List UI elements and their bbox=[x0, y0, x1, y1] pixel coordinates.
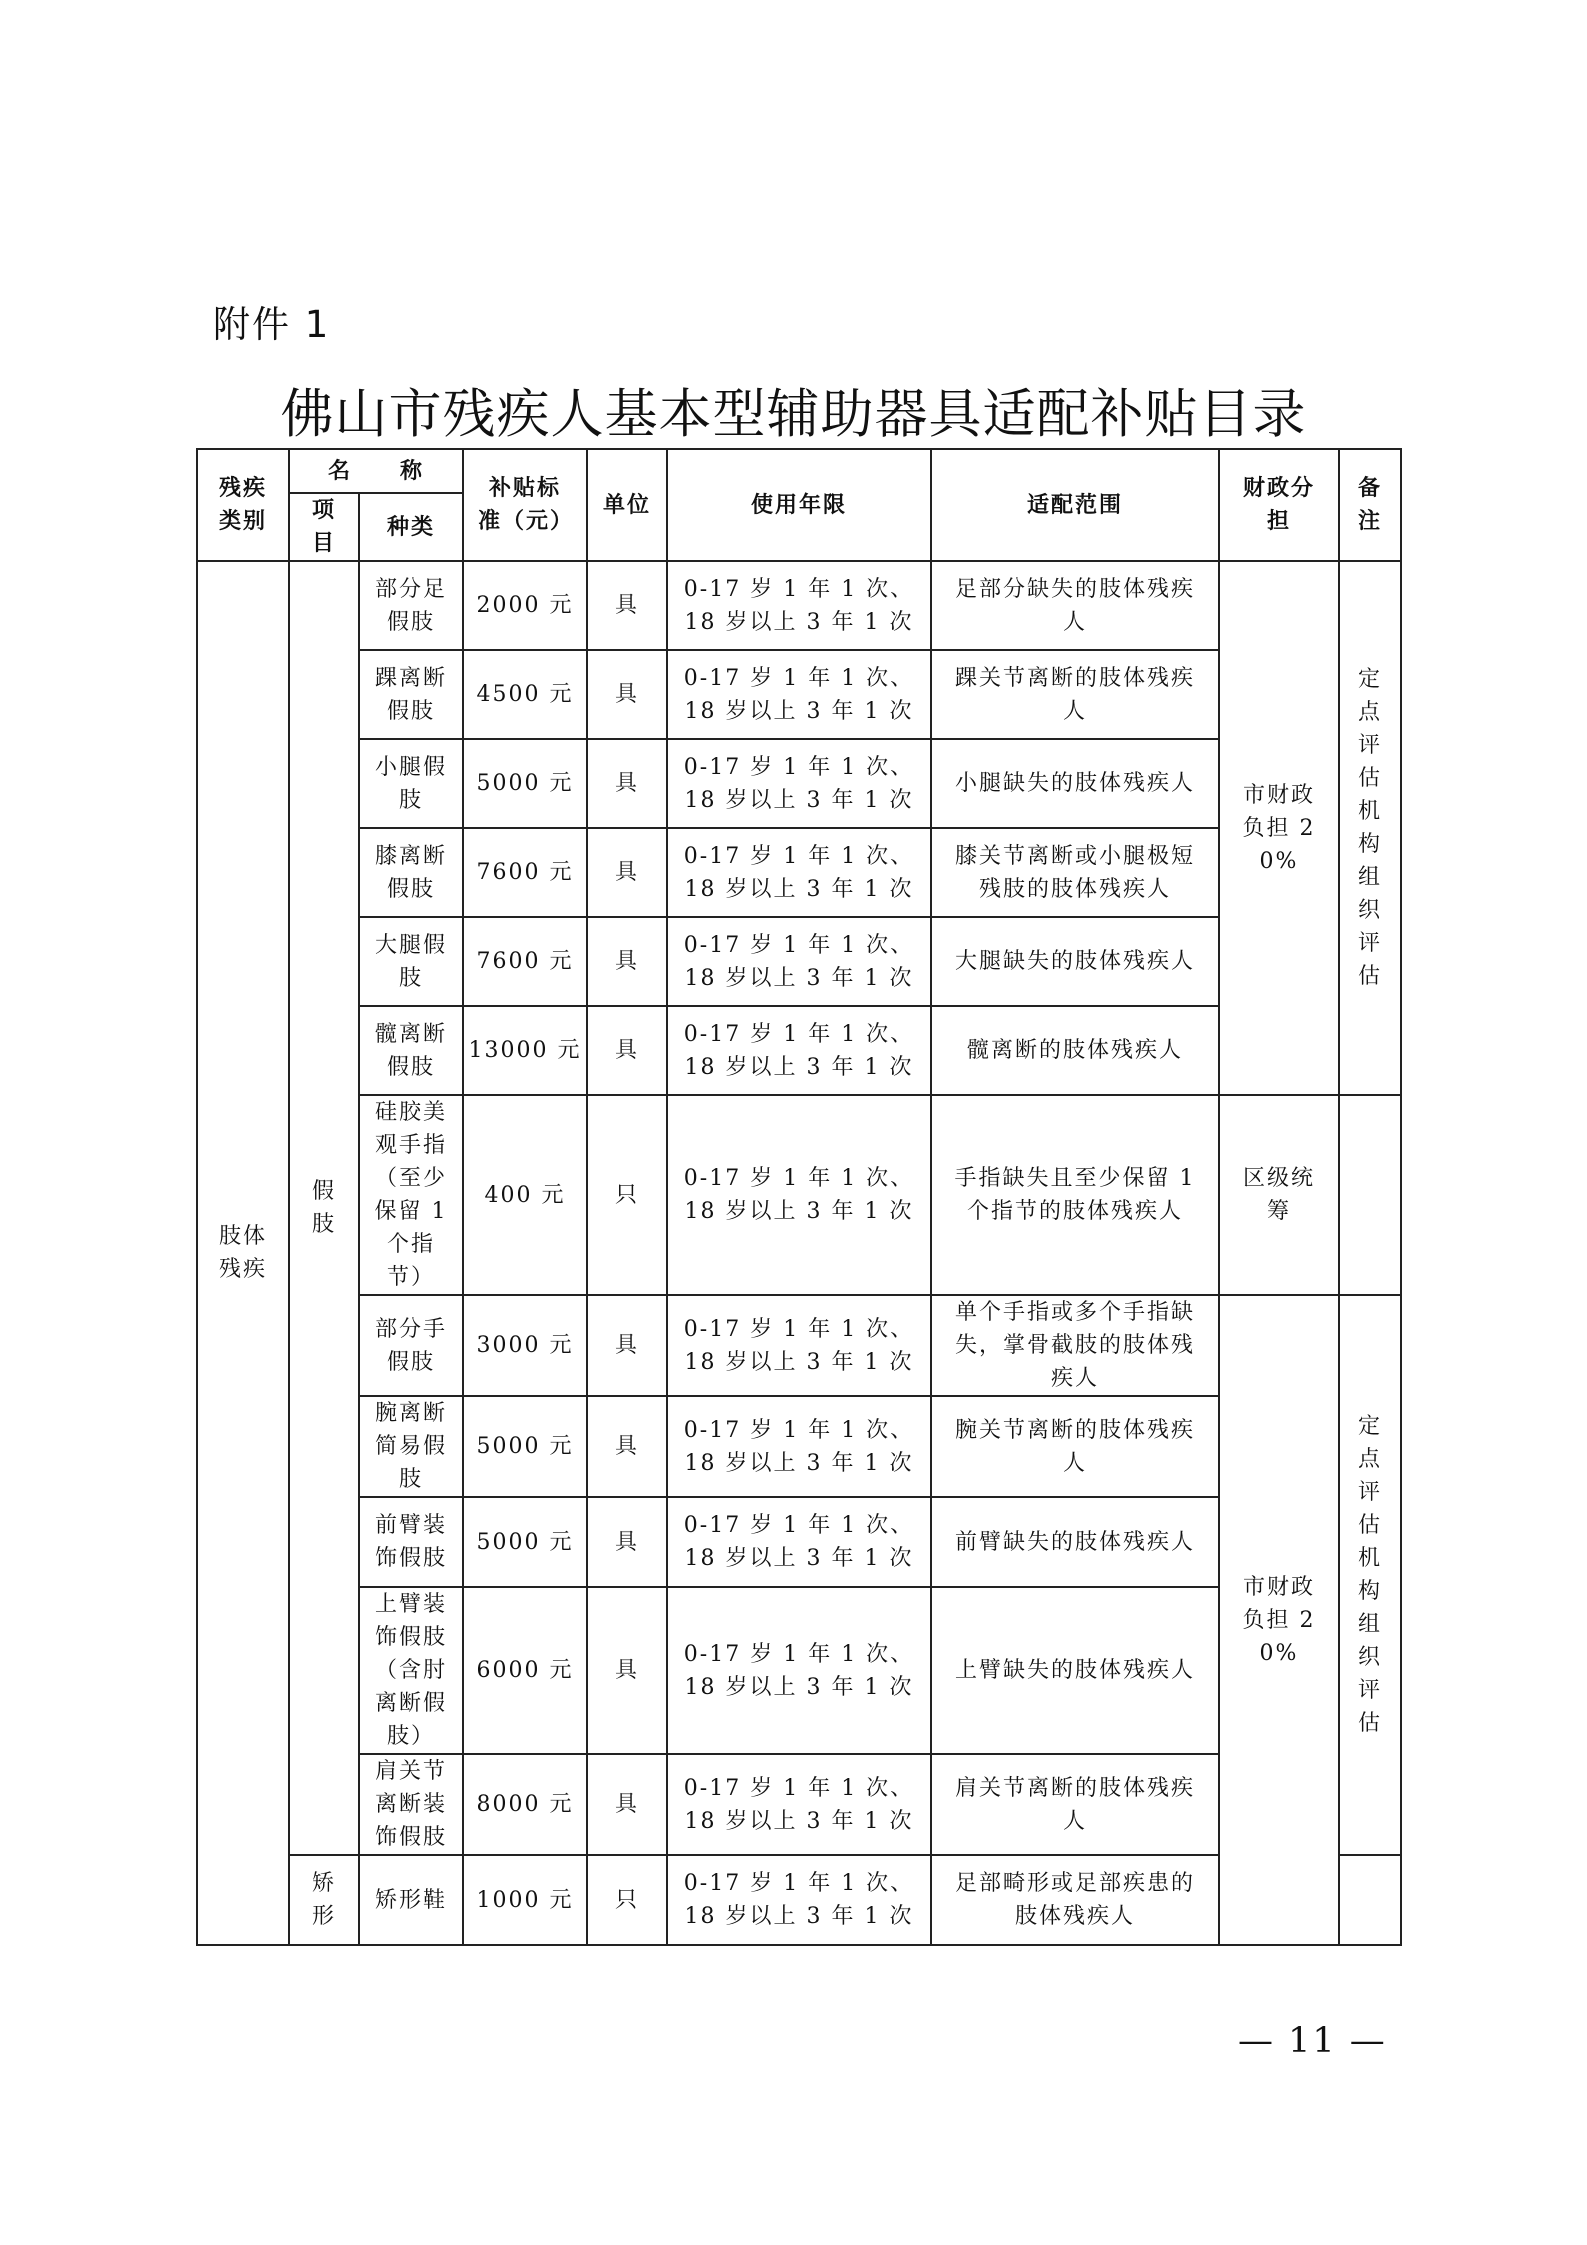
unit-cell: 具 bbox=[587, 828, 667, 917]
scope-cell: 腕关节离断的肢体残疾人 bbox=[931, 1396, 1219, 1497]
header-name: 名 称 bbox=[289, 449, 463, 493]
item-cell: 矫形 bbox=[289, 1855, 359, 1945]
scope-cell: 单个手指或多个手指缺失，掌骨截肢的肢体残疾人 bbox=[931, 1295, 1219, 1396]
header-subsidy: 补贴标准（元） bbox=[463, 449, 587, 561]
subsidy-catalog-table bbox=[196, 448, 1402, 1946]
period-cell: 0-17 岁 1 年 1 次、18 岁以上 3 年 1 次 bbox=[667, 1754, 931, 1855]
category-cell: 肢体残疾 bbox=[197, 561, 289, 1945]
remark-cell bbox=[1339, 1095, 1401, 1295]
type-cell: 部分足假肢 bbox=[359, 561, 463, 650]
scope-cell: 膝关节离断或小腿极短残肢的肢体残疾人 bbox=[931, 828, 1219, 917]
unit-cell: 具 bbox=[587, 1754, 667, 1855]
type-cell: 矫形鞋 bbox=[359, 1855, 463, 1945]
period-cell: 0-17 岁 1 年 1 次、18 岁以上 3 年 1 次 bbox=[667, 1295, 931, 1396]
scope-cell: 上臂缺失的肢体残疾人 bbox=[931, 1587, 1219, 1754]
unit-cell: 具 bbox=[587, 561, 667, 650]
type-cell: 小腿假肢 bbox=[359, 739, 463, 828]
page-number: — 11 — bbox=[1238, 2021, 1387, 2061]
remark-cell: 定点评估机构组织评估 bbox=[1339, 561, 1401, 1095]
period-cell: 0-17 岁 1 年 1 次、18 岁以上 3 年 1 次 bbox=[667, 917, 931, 1006]
period-cell: 0-17 岁 1 年 1 次、18 岁以上 3 年 1 次 bbox=[667, 1006, 931, 1095]
period-cell: 0-17 岁 1 年 1 次、18 岁以上 3 年 1 次 bbox=[667, 828, 931, 917]
unit-cell: 具 bbox=[587, 1587, 667, 1754]
scope-cell: 手指缺失且至少保留 1 个指节的肢体残疾人 bbox=[931, 1095, 1219, 1295]
period-cell: 0-17 岁 1 年 1 次、18 岁以上 3 年 1 次 bbox=[667, 561, 931, 650]
header-category: 残疾类别 bbox=[197, 449, 289, 561]
finance-cell: 市财政负担 20% bbox=[1219, 1295, 1339, 1945]
type-cell: 髋离断假肢 bbox=[359, 1006, 463, 1095]
header-scope: 适配范围 bbox=[931, 449, 1219, 561]
unit-cell: 具 bbox=[587, 1497, 667, 1587]
remark-cell: 定点评估机构组织评估 bbox=[1339, 1295, 1401, 1855]
unit-cell: 只 bbox=[587, 1855, 667, 1945]
type-cell: 部分手假肢 bbox=[359, 1295, 463, 1396]
subsidy-cell: 400 元 bbox=[463, 1095, 587, 1295]
subsidy-cell: 5000 元 bbox=[463, 1396, 587, 1497]
subsidy-cell: 3000 元 bbox=[463, 1295, 587, 1396]
subsidy-cell: 7600 元 bbox=[463, 828, 587, 917]
unit-cell: 具 bbox=[587, 1006, 667, 1095]
subsidy-cell: 8000 元 bbox=[463, 1754, 587, 1855]
type-cell: 肩关节离断装饰假肢 bbox=[359, 1754, 463, 1855]
period-cell: 0-17 岁 1 年 1 次、18 岁以上 3 年 1 次 bbox=[667, 1095, 931, 1295]
period-cell: 0-17 岁 1 年 1 次、18 岁以上 3 年 1 次 bbox=[667, 1396, 931, 1497]
scope-cell: 前臂缺失的肢体残疾人 bbox=[931, 1497, 1219, 1587]
scope-cell: 足部畸形或足部疾患的肢体残疾人 bbox=[931, 1855, 1219, 1945]
subsidy-cell: 5000 元 bbox=[463, 739, 587, 828]
header-type: 种类 bbox=[359, 493, 463, 561]
type-cell: 腕离断简易假肢 bbox=[359, 1396, 463, 1497]
unit-cell: 具 bbox=[587, 917, 667, 1006]
table-row bbox=[197, 1095, 1401, 1295]
type-cell: 大腿假肢 bbox=[359, 917, 463, 1006]
header-item: 项目 bbox=[289, 493, 359, 561]
unit-cell: 具 bbox=[587, 1295, 667, 1396]
scope-cell: 髋离断的肢体残疾人 bbox=[931, 1006, 1219, 1095]
subsidy-cell: 1000 元 bbox=[463, 1855, 587, 1945]
type-cell: 膝离断假肢 bbox=[359, 828, 463, 917]
table-row bbox=[197, 561, 1401, 650]
scope-cell: 足部分缺失的肢体残疾人 bbox=[931, 561, 1219, 650]
subsidy-cell: 2000 元 bbox=[463, 561, 587, 650]
period-cell: 0-17 岁 1 年 1 次、18 岁以上 3 年 1 次 bbox=[667, 1497, 931, 1587]
finance-cell: 市财政负担 20% bbox=[1219, 561, 1339, 1095]
type-cell: 踝离断假肢 bbox=[359, 650, 463, 739]
scope-cell: 肩关节离断的肢体残疾人 bbox=[931, 1754, 1219, 1855]
scope-cell: 大腿缺失的肢体残疾人 bbox=[931, 917, 1219, 1006]
period-cell: 0-17 岁 1 年 1 次、18 岁以上 3 年 1 次 bbox=[667, 739, 931, 828]
subsidy-cell: 7600 元 bbox=[463, 917, 587, 1006]
subsidy-cell: 5000 元 bbox=[463, 1497, 587, 1587]
finance-cell: 区级统筹 bbox=[1219, 1095, 1339, 1295]
type-cell: 前臂装饰假肢 bbox=[359, 1497, 463, 1587]
subsidy-cell: 13000 元 bbox=[463, 1006, 587, 1095]
unit-cell: 具 bbox=[587, 1396, 667, 1497]
unit-cell: 具 bbox=[587, 650, 667, 739]
attachment-label: 附件 1 bbox=[213, 303, 331, 346]
scope-cell: 踝关节离断的肢体残疾人 bbox=[931, 650, 1219, 739]
scope-cell: 小腿缺失的肢体残疾人 bbox=[931, 739, 1219, 828]
header-period: 使用年限 bbox=[667, 449, 931, 561]
document-title: 佛山市残疾人基本型辅助器具适配补贴目录 bbox=[280, 384, 1307, 445]
header-unit: 单位 bbox=[587, 449, 667, 561]
unit-cell: 具 bbox=[587, 739, 667, 828]
header-finance: 财政分担 bbox=[1219, 449, 1339, 561]
table-row bbox=[197, 1295, 1401, 1396]
remark-cell bbox=[1339, 1855, 1401, 1945]
item-cell: 假肢 bbox=[289, 561, 359, 1855]
period-cell: 0-17 岁 1 年 1 次、18 岁以上 3 年 1 次 bbox=[667, 1587, 931, 1754]
table-header-row bbox=[197, 449, 1401, 493]
period-cell: 0-17 岁 1 年 1 次、18 岁以上 3 年 1 次 bbox=[667, 650, 931, 739]
subsidy-cell: 6000 元 bbox=[463, 1587, 587, 1754]
period-cell: 0-17 岁 1 年 1 次、18 岁以上 3 年 1 次 bbox=[667, 1855, 931, 1945]
type-cell: 上臂装饰假肢（含肘离断假肢） bbox=[359, 1587, 463, 1754]
unit-cell: 只 bbox=[587, 1095, 667, 1295]
subsidy-cell: 4500 元 bbox=[463, 650, 587, 739]
type-cell: 硅胶美观手指（至少保留 1 个指节） bbox=[359, 1095, 463, 1295]
header-remark: 备注 bbox=[1339, 449, 1401, 561]
